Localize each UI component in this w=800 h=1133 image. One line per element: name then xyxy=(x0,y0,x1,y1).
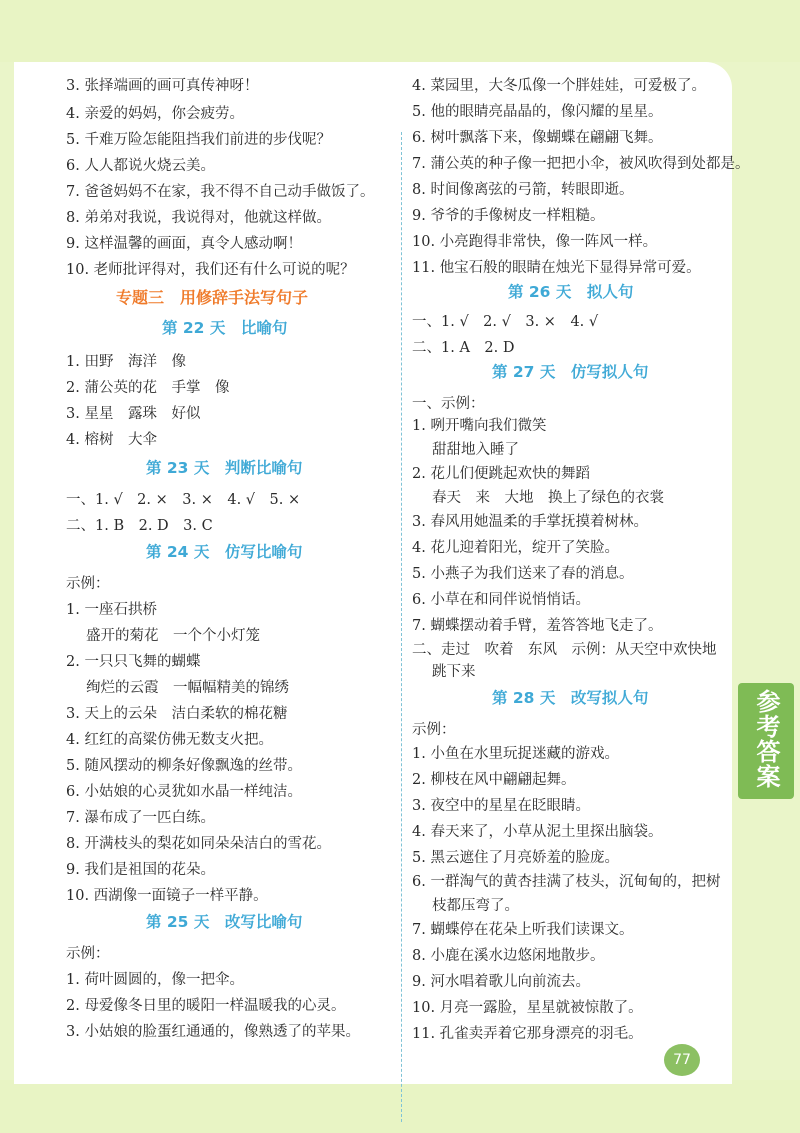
answer-line: 6. 一群淘气的黄杏挂满了枝头，沉甸甸的，把树 xyxy=(412,874,721,890)
answer-line: 3. 星星 露珠 好似 xyxy=(66,406,201,422)
answer-line: 9. 这样温馨的画面，真令人感动啊！ xyxy=(66,236,302,252)
answer-line: 3. 天上的云朵 洁白柔软的棉花糖 xyxy=(66,706,288,722)
topic-heading: 专题三 用修辞手法写句子 xyxy=(116,288,309,307)
answer-line: 1. 一座石拱桥 xyxy=(66,602,157,618)
top-margin-band xyxy=(0,0,800,62)
answer-line: 7. 蝴蝶停在花朵上听我们读课文。 xyxy=(412,922,634,938)
answer-line: 3. 张择端画的画可真传神呀！ xyxy=(66,78,259,94)
day28-heading: 第 28 天 改写拟人句 xyxy=(492,689,649,707)
answer-line: 5. 黑云遮住了月亮娇羞的脸庞。 xyxy=(412,850,619,866)
answer-line: 绚烂的云霞 一幅幅精美的锦绣 xyxy=(86,680,289,696)
answer-line: 4. 春天来了，小草从泥土里探出脑袋。 xyxy=(412,824,663,840)
answer-line: 8. 开满枝头的梨花如同朵朵洁白的雪花。 xyxy=(66,836,331,852)
answer-line: 一、1. √ 2. √ 3. × 4. √ xyxy=(412,314,599,330)
answer-line: 10. 月亮一露脸，星星就被惊散了。 xyxy=(412,1000,643,1016)
answer-line: 4. 亲爱的妈妈，你会疲劳。 xyxy=(66,106,244,122)
answer-line: 10. 老师批评得对，我们还有什么可说的呢？ xyxy=(66,262,355,278)
answer-line: 4. 榕树 大伞 xyxy=(66,432,157,448)
answer-line: 二、走过 吹着 东风 示例：从天空中欢快地 xyxy=(412,642,717,658)
day25-heading: 第 25 天 改写比喻句 xyxy=(146,913,303,931)
answer-line: 二、1. B 2. D 3. C xyxy=(66,518,213,534)
answer-line: 4. 红红的高粱仿佛无数支火把。 xyxy=(66,732,273,748)
answer-line: 2. 母爱像冬日里的暖阳一样温暖我的心灵。 xyxy=(66,998,346,1014)
answer-line: 2. 花儿们便跳起欢快的舞蹈 xyxy=(412,466,590,482)
answer-line: 9. 河水唱着歌儿向前流去。 xyxy=(412,974,590,990)
answer-line: 7. 瀑布成了一匹白练。 xyxy=(66,810,215,826)
page-number: 77 xyxy=(664,1044,700,1076)
example-label: 一、示例： xyxy=(412,396,485,412)
answer-line: 7. 爸爸妈妈不在家，我不得不自己动手做饭了。 xyxy=(66,184,375,200)
day22-heading: 第 22 天 比喻句 xyxy=(162,319,288,337)
answer-line: 跳下来 xyxy=(432,664,476,680)
answer-line: 3. 春风用她温柔的手掌抚摸着树林。 xyxy=(412,514,648,530)
reference-answers-tab xyxy=(738,683,794,799)
answer-line: 6. 人人都说火烧云美。 xyxy=(66,158,215,174)
day27-heading: 第 27 天 仿写拟人句 xyxy=(492,363,649,381)
answer-line: 一、1. √ 2. × 3. × 4. √ 5. × xyxy=(66,492,301,508)
bottom-margin-band xyxy=(0,1080,800,1133)
column-divider xyxy=(401,132,402,1122)
answer-line: 5. 小燕子为我们送来了春的消息。 xyxy=(412,566,634,582)
answer-line: 7. 蒲公英的种子像一把把小伞，被风吹得到处都是。 xyxy=(412,156,750,172)
answer-line: 春天 来 大地 换上了绿色的衣裳 xyxy=(432,490,664,506)
side-tab-label: 参考答案 xyxy=(752,689,781,789)
answer-line: 5. 千难万险怎能阻挡我们前进的步伐呢？ xyxy=(66,132,331,148)
day26-heading: 第 26 天 拟人句 xyxy=(508,283,634,301)
answer-line: 枝都压弯了。 xyxy=(432,898,519,914)
answer-line: 4. 菜园里，大冬瓜像一个胖娃娃，可爱极了。 xyxy=(412,78,706,94)
answer-page xyxy=(14,62,750,1084)
answer-line: 1. 荷叶圆圆的，像一把伞。 xyxy=(66,972,244,988)
answer-line: 3. 夜空中的星星在眨眼睛。 xyxy=(412,798,590,814)
answer-line: 6. 小姑娘的心灵犹如水晶一样纯洁。 xyxy=(66,784,302,800)
answer-line: 二、1. A 2. D xyxy=(412,340,515,356)
day23-heading: 第 23 天 判断比喻句 xyxy=(146,459,303,477)
answer-line: 盛开的菊花 一个个小灯笼 xyxy=(86,628,260,644)
answer-line: 8. 弟弟对我说，我说得对，他就这样做。 xyxy=(66,210,331,226)
answer-line: 1. 田野 海洋 像 xyxy=(66,354,186,370)
answer-line: 6. 小草在和同伴说悄悄话。 xyxy=(412,592,590,608)
answer-line: 5. 随风摆动的柳条好像飘逸的丝带。 xyxy=(66,758,302,774)
example-label: 示例： xyxy=(66,946,110,962)
answer-line: 2. 柳枝在风中翩翩起舞。 xyxy=(412,772,576,788)
answer-line: 甜甜地入睡了 xyxy=(432,442,519,458)
answer-line: 4. 花儿迎着阳光，绽开了笑脸。 xyxy=(412,540,619,556)
example-label: 示例： xyxy=(412,722,456,738)
day24-heading: 第 24 天 仿写比喻句 xyxy=(146,543,303,561)
answer-line: 3. 小姑娘的脸蛋红通通的，像熟透了的苹果。 xyxy=(66,1024,360,1040)
answer-line: 8. 时间像离弦的弓箭，转眼即逝。 xyxy=(412,182,634,198)
answer-line: 2. 蒲公英的花 手掌 像 xyxy=(66,380,230,396)
answer-line: 8. 小鹿在溪水边悠闲地散步。 xyxy=(412,948,605,964)
example-label: 示例： xyxy=(66,576,110,592)
answer-line: 2. 一只只飞舞的蝴蝶 xyxy=(66,654,201,670)
answer-line: 9. 爷爷的手像树皮一样粗糙。 xyxy=(412,208,605,224)
answer-line: 1. 咧开嘴向我们微笑 xyxy=(412,418,547,434)
answer-line: 10. 小亮跑得非常快，像一阵风一样。 xyxy=(412,234,658,250)
answer-line: 6. 树叶飘落下来，像蝴蝶在翩翩飞舞。 xyxy=(412,130,663,146)
answer-line: 11. 孔雀卖弄着它那身漂亮的羽毛。 xyxy=(412,1026,643,1042)
answer-line: 5. 他的眼睛亮晶晶的，像闪耀的星星。 xyxy=(412,104,663,120)
answer-line: 1. 小鱼在水里玩捉迷藏的游戏。 xyxy=(412,746,619,762)
answer-line: 10. 西湖像一面镜子一样平静。 xyxy=(66,888,268,904)
answer-line: 11. 他宝石般的眼睛在烛光下显得异常可爱。 xyxy=(412,260,701,276)
answer-line: 9. 我们是祖国的花朵。 xyxy=(66,862,215,878)
answer-line: 7. 蝴蝶摆动着手臂，羞答答地飞走了。 xyxy=(412,618,663,634)
